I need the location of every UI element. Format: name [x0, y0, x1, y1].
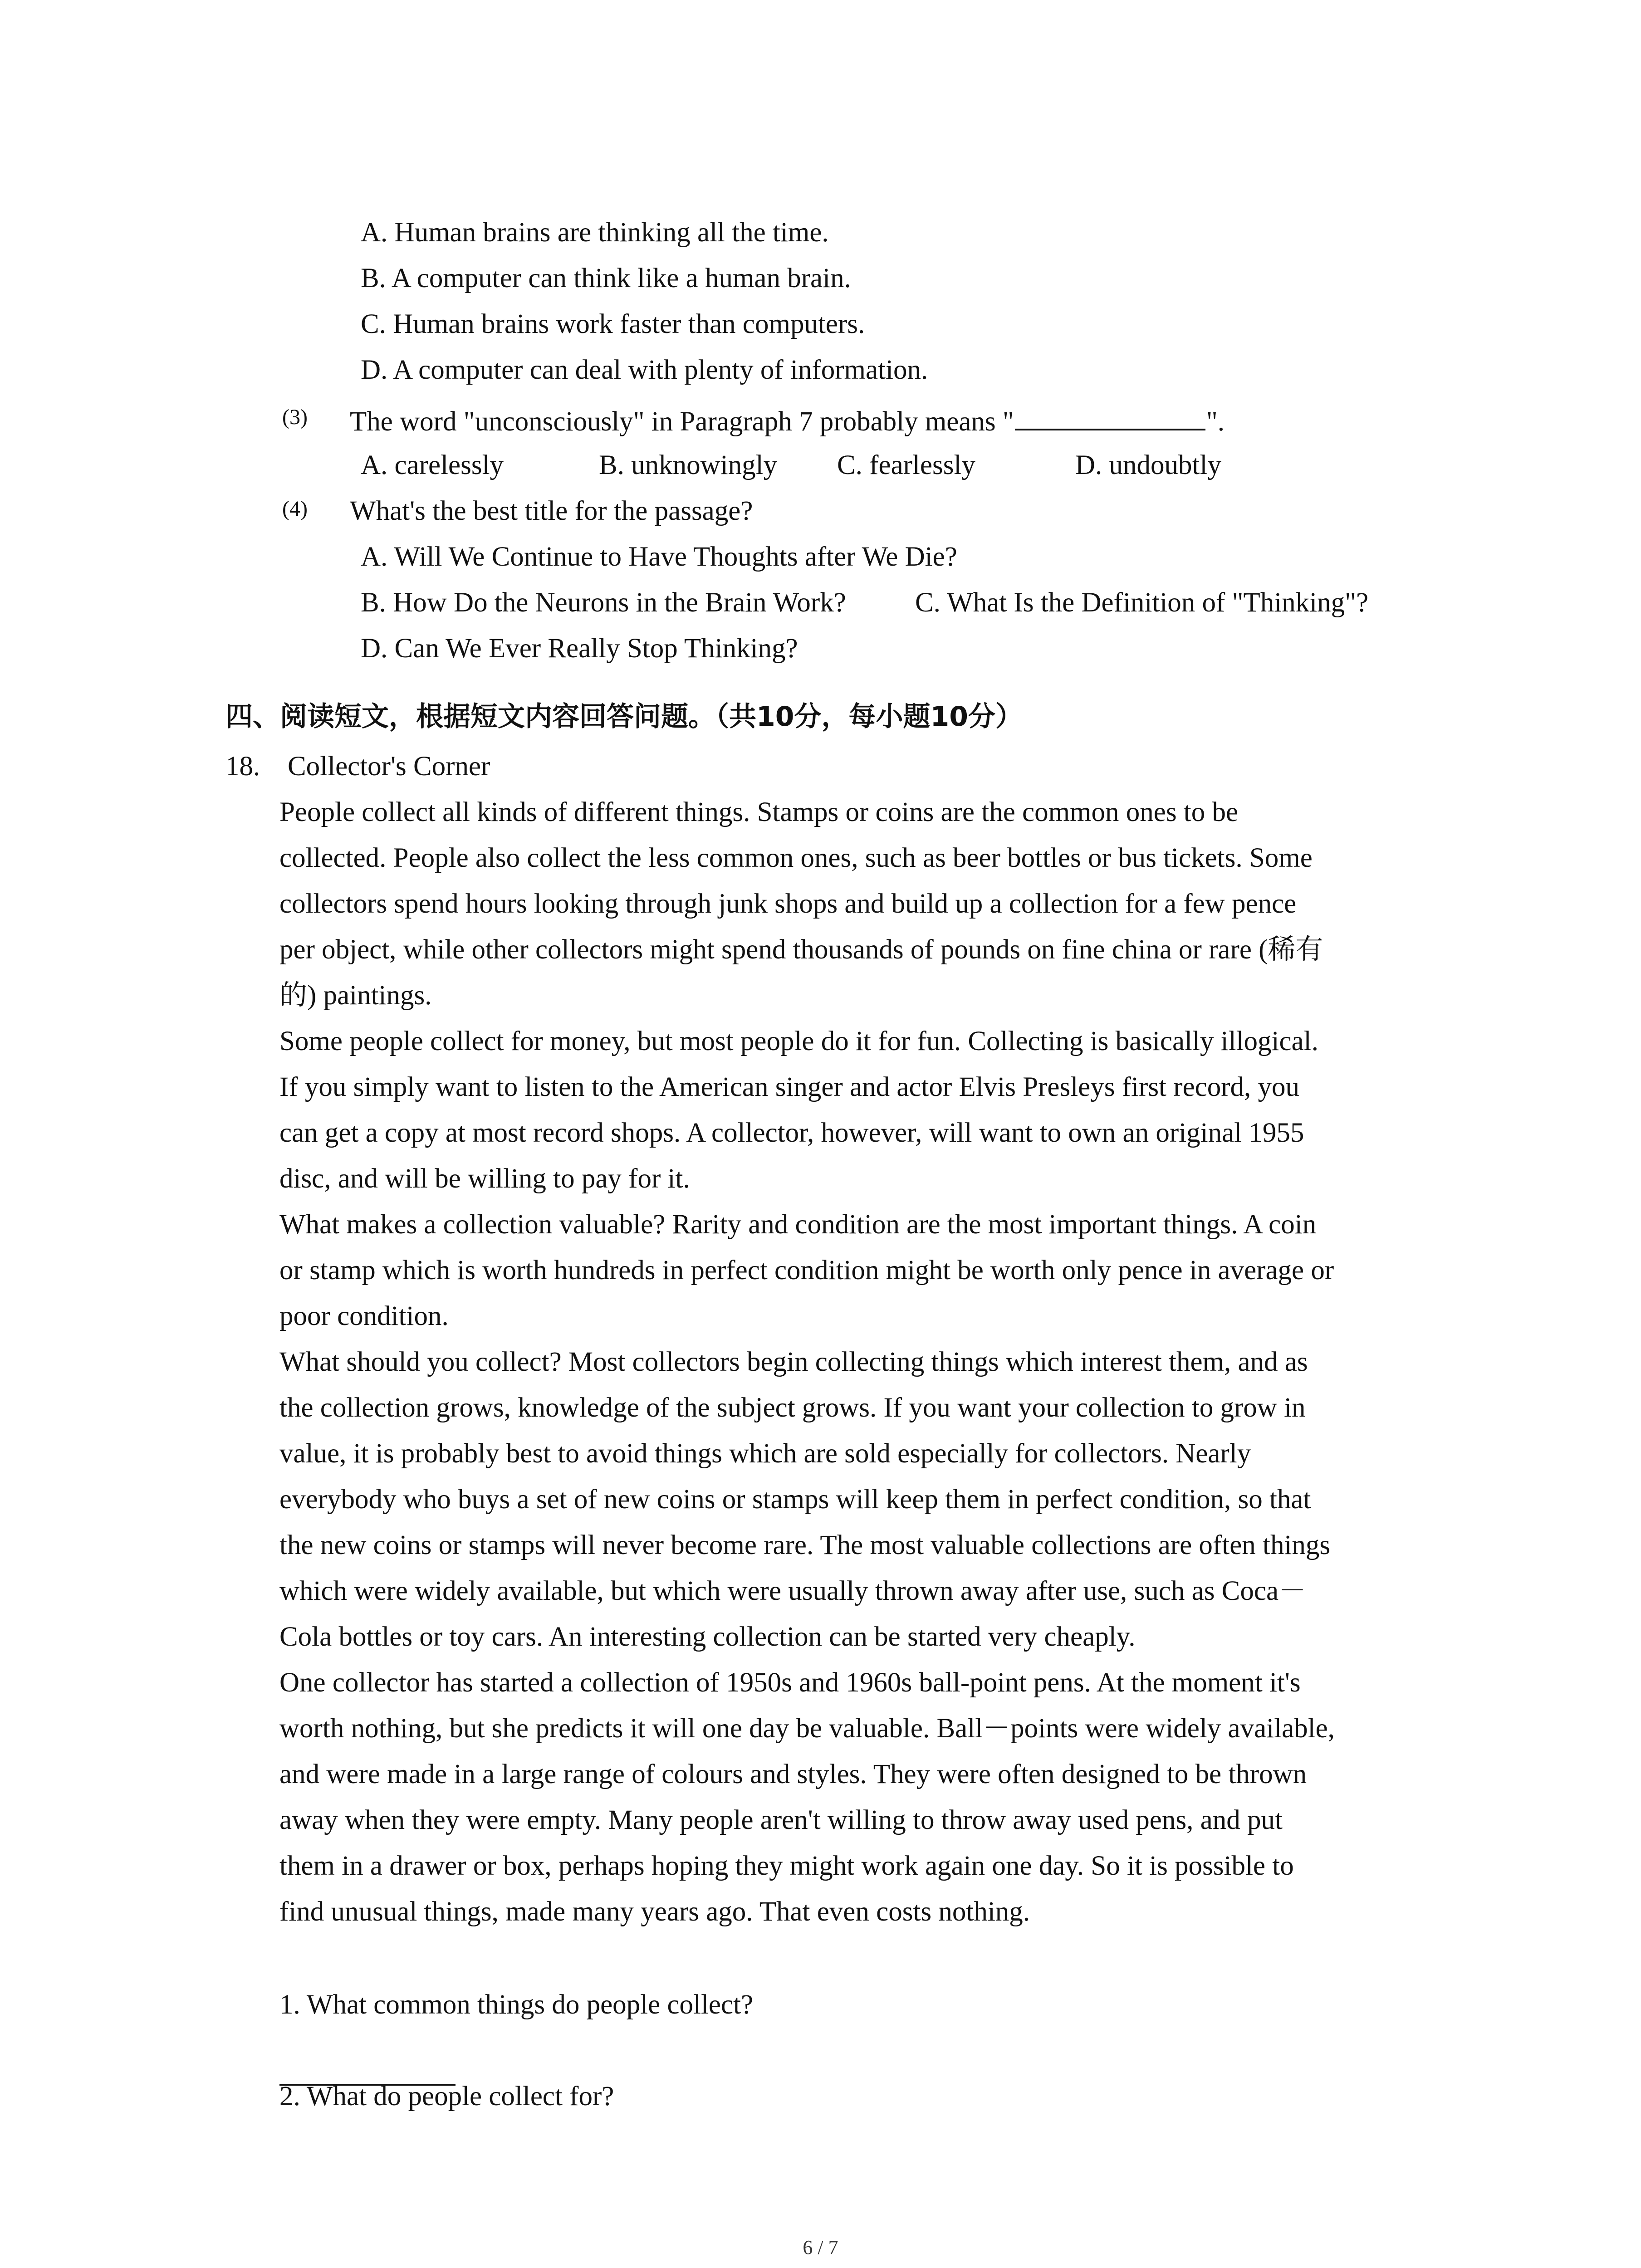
q4-option-a: A. Will We Continue to Have Thoughts after We Die? [361, 542, 957, 572]
passage-line: What should you collect? Most collectors begin collecting things which interest them, and as [279, 1347, 1308, 1377]
q3-option-c: C. fearlessly [837, 450, 975, 480]
q4-number: (4) [282, 497, 308, 521]
passage-line: away when they were empty. Many people aren't willing to throw away used pens, and put [279, 1805, 1283, 1835]
q2-option-b: B. A computer can think like a human brain. [361, 263, 851, 293]
q2-option-c: C. Human brains work faster than computers. [361, 309, 865, 339]
q3-option-a: A. carelessly [361, 450, 504, 480]
passage-line: collectors spend hours looking through junk shops and build up a collection for a few pence [279, 889, 1297, 919]
passage-line: Some people collect for money, but most people do it for fun. Collecting is basically illogical. [279, 1026, 1318, 1056]
q3-question [350, 397, 1225, 445]
passage-line: them in a drawer or box, perhaps hoping they might work again one day. So it is possible to [279, 1851, 1294, 1881]
passage-line: If you simply want to listen to the American singer and actor Elvis Presleys first record, you [279, 1072, 1300, 1102]
passage-line: collected. People also collect the less common ones, such as beer bottles or bus tickets. Some [279, 843, 1313, 873]
section-heading: 四、阅读短文，根据短文内容回答问题。（共10分，每小题10分） [225, 701, 1023, 733]
q3-option-d: D. undoubtly [1075, 450, 1221, 480]
passage-line: find unusual things, made many years ago. That even costs nothing. [279, 1897, 1030, 1927]
sub-question-1: 1. What common things do people collect? [279, 1989, 754, 2020]
q3-options [361, 443, 1404, 488]
passage-line: per object, while other collectors might spend thousands of pounds on fine china or rare (稀有 [279, 934, 1323, 965]
passage-line: which were widely available, but which were usually thrown away after use, such as Coca－ [279, 1576, 1307, 1606]
passage-line: poor condition. [279, 1301, 449, 1331]
passage-line: worth nothing, but she predicts it will one day be valuable. Ball－points were widely available, [279, 1713, 1335, 1744]
q3-option-b: B. unknowingly [599, 450, 778, 480]
passage-line: everybody who buys a set of new coins or stamps will keep them in perfect condition, so that [279, 1484, 1311, 1515]
sub-question-2: 2. What do people collect for? [279, 2081, 614, 2112]
passage-line: disc, and will be willing to pay for it. [279, 1163, 690, 1194]
passage-line: Cola bottles or toy cars. An interesting collection can be started very cheaply. [279, 1622, 1136, 1652]
q2-option-a: A. Human brains are thinking all the time. [361, 217, 829, 248]
q18-title: Collector's Corner [288, 751, 490, 782]
passage-line: value, it is probably best to avoid things which are sold especially for collectors. Nearly [279, 1438, 1251, 1469]
q4-question: What's the best title for the passage? [350, 496, 753, 526]
passage-line: 的) paintings. [279, 980, 432, 1011]
q4-option-c: C. What Is the Definition of "Thinking"? [915, 587, 1369, 618]
q2-option-d: D. A computer can deal with plenty of information. [361, 355, 928, 385]
q18-number: 18. [225, 751, 260, 782]
page-number: 6 / 7 [803, 2236, 838, 2258]
q4-option-d: D. Can We Ever Really Stop Thinking? [361, 633, 798, 664]
q4-option-b: B. How Do the Neurons in the Brain Work? [361, 587, 846, 618]
passage-line: and were made in a large range of colours and styles. They were often designed to be thrown [279, 1759, 1307, 1789]
passage-line: the collection grows, knowledge of the subject grows. If you want your collection to grow in [279, 1393, 1306, 1423]
passage-line: or stamp which is worth hundreds in perfect condition might be worth only pence in average or [279, 1255, 1334, 1286]
passage-line: One collector has started a collection of 1950s and 1960s ball-point pens. At the moment it's [279, 1667, 1301, 1698]
q4-options-bc [361, 580, 1450, 626]
q3-number: (3) [282, 405, 308, 429]
passage-line: can get a copy at most record shops. A collector, however, will want to own an original 1955 [279, 1118, 1304, 1148]
q3-text-after: ". [1206, 406, 1225, 437]
q3-answer-blank[interactable] [1015, 397, 1205, 430]
q3-text-before: The word "unconsciously" in Paragraph 7 probably means " [350, 406, 1014, 437]
passage-line: the new coins or stamps will never become rare. The most valuable collections are often things [279, 1530, 1331, 1560]
passage-line: What makes a collection valuable? Rarity and condition are the most important things. A coin [279, 1209, 1317, 1240]
passage-line: People collect all kinds of different things. Stamps or coins are the common ones to be [279, 797, 1239, 827]
